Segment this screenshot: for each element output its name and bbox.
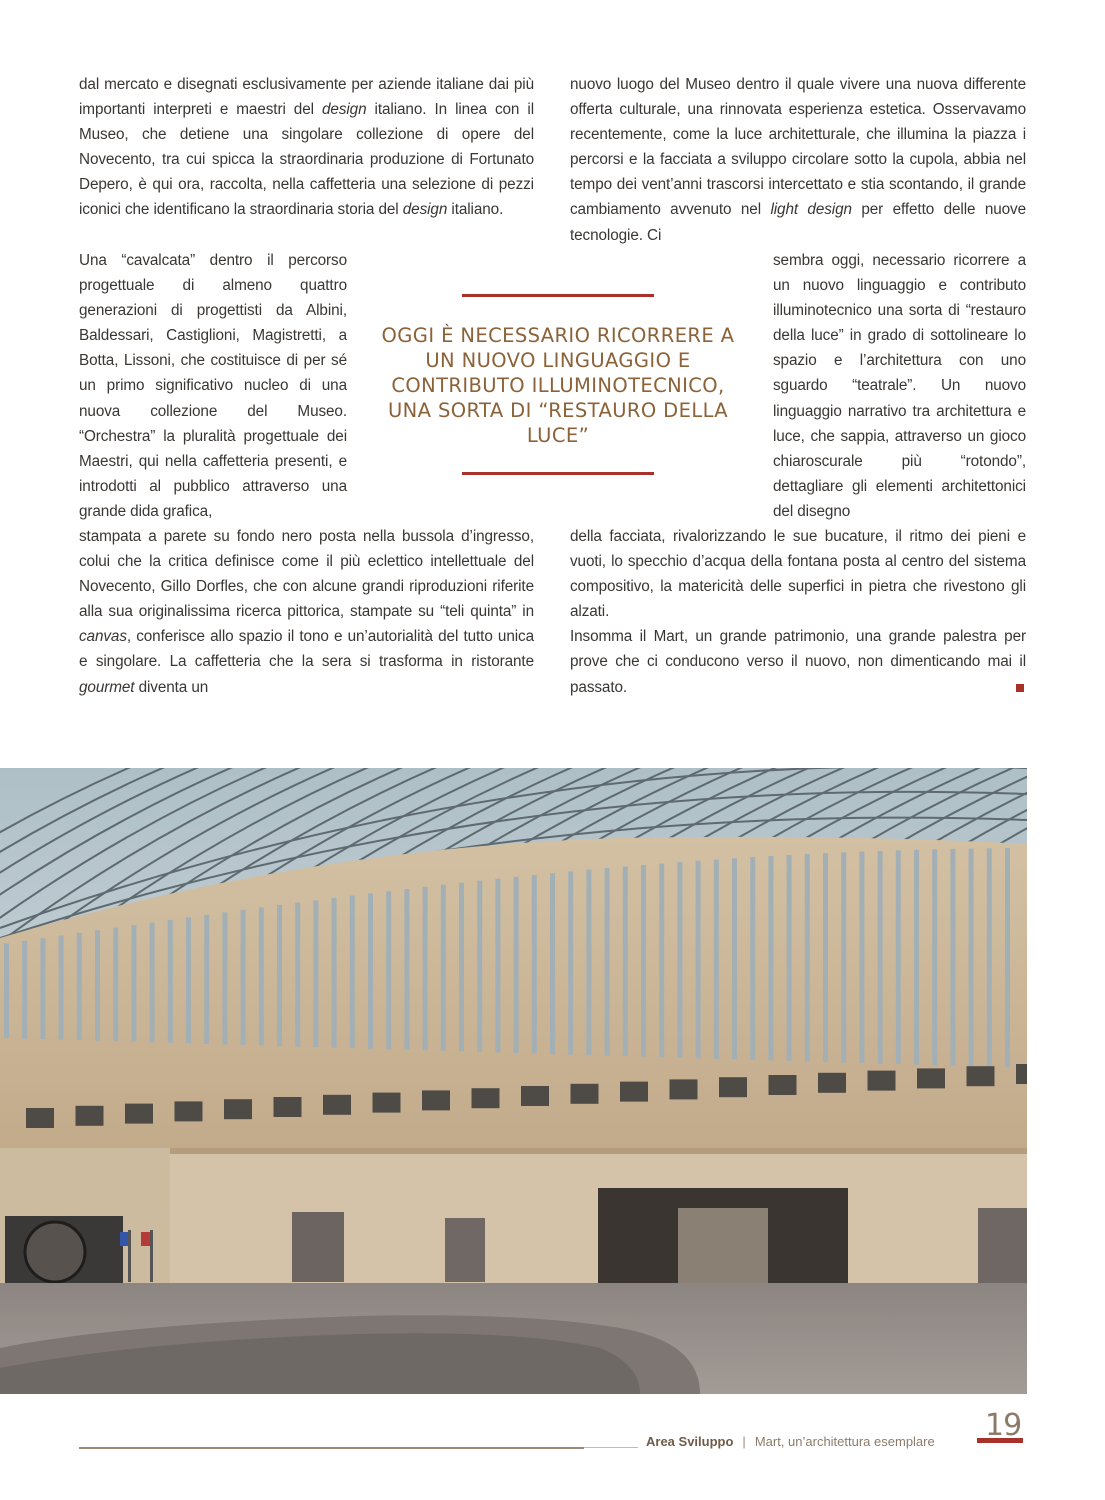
- footer-separator: |: [742, 1434, 746, 1449]
- pull-quote: [368, 294, 748, 475]
- end-of-article-square-icon: [1016, 684, 1024, 692]
- article-column-right-mid: [773, 248, 1026, 524]
- paragraph: sembra oggi, necessario ricorrere a un nuovo linguaggio e contributo illuminotecnico una sorta di “restauro della luce” in grado di sottolineare lo spazio e l’architettura con uno sguardo “teatrale”. Un nuovo linguaggio narrativo tra architettura e luce, che sappia, attraverso un gioco chiaroscurale più “rotondo”, dettagliare gli elementi architettonici del disegno: [773, 252, 1026, 520]
- paragraph: della facciata, rivalorizzando le sue bucature, il ritmo dei pieni e vuoti, lo specchio d’acqua della fontana posta al centro del sistema compositivo, la matericità delle superfici in pietra che rivestono gli alzati.: [570, 528, 1026, 621]
- museum-piazza-photo: [0, 768, 1027, 1394]
- article-column-right-bottom: [570, 524, 1026, 700]
- footer-title: Mart, un’architettura esemplare: [754, 1434, 935, 1449]
- footer-rule-light: [584, 1447, 638, 1448]
- paragraph: dal mercato e disegnati esclusivamente per aziende italiane dai più importanti interpreti e maestri del design italiano. In linea con il Museo, che detiene una singolare collezione di opere del Novecento, tra cui spicca la straordinaria produzione di Fortunato Depero, è qui ora, raccolta, nella caffetteria una selezione di pezzi iconici che identificano la straordinaria storia del design italiano.: [79, 76, 534, 219]
- pull-quote-top-rule: [462, 294, 654, 297]
- paragraph: Insomma il Mart, un grande patrimonio, una grande palestra per prove che ci conducono verso il nuovo, non dimenticando mai il passato.: [570, 628, 1026, 696]
- footer-section: Area Sviluppo: [646, 1434, 734, 1449]
- pull-quote-text: OGGI È NECESSARIO RICORRERE A UN NUOVO LINGUAGGIO E CONTRIBUTO ILLUMINOTECNICO, UNA SORTA DI “RESTAURO DELLA LUCE”: [381, 324, 735, 447]
- running-footer: [646, 1434, 935, 1449]
- paragraph: stampata a parete su fondo nero posta nella bussola d’ingresso, colui che la critica definisce come il più eclettico intellettuale del Novecento, Gillo Dorfles, che con alcune grandi riproduzioni riferite alla sua originalissima ricerca pittorica, stampate su “teli quinta” in canvas, conferisce allo spazio il tono e un’autorialità del tutto unica e singolare. La caffetteria che la sera si trasforma in ristorante gourmet diventa un: [79, 528, 534, 696]
- article-column-right-top: [570, 72, 1026, 248]
- paragraph: Una “cavalcata” dentro il percorso progettuale di almeno quattro generazioni di progettisti da Albini, Baldessari, Castiglioni, Magistretti, a Botta, Lissoni, che costituisce di per sé un primo significativo nucleo di una nuova collezione del Museo. “Orchestra” la pluralità progettuale dei Maestri, qui nella caffetteria presenti, e introdotti al pubblico attraverso una grande dida grafica,: [79, 252, 347, 520]
- paragraph: nuovo luogo del Museo dentro il quale vivere una nuova differente offerta culturale, una rinnovata esperienza estetica. Osservavamo recentemente, come la luce architetturale, che illumina la piazza i percorsi e la facciata a sviluppo circolare sotto la cupola, abbia nel tempo dei vent’anni trascorsi intercettato e stia scontando, il grande cambiamento avvenuto nel light design per effetto delle nuove tecnologie. Ci: [570, 76, 1027, 244]
- pull-quote-bottom-rule: [462, 472, 654, 475]
- footer-rule: [79, 1447, 584, 1449]
- article-column-left-bottom: [79, 524, 534, 700]
- article-column-left-mid: [79, 248, 347, 524]
- museum-rotunda-illustration: [0, 768, 1027, 1394]
- article-column-left-top: [79, 72, 534, 223]
- page-number: 19: [985, 1408, 1022, 1443]
